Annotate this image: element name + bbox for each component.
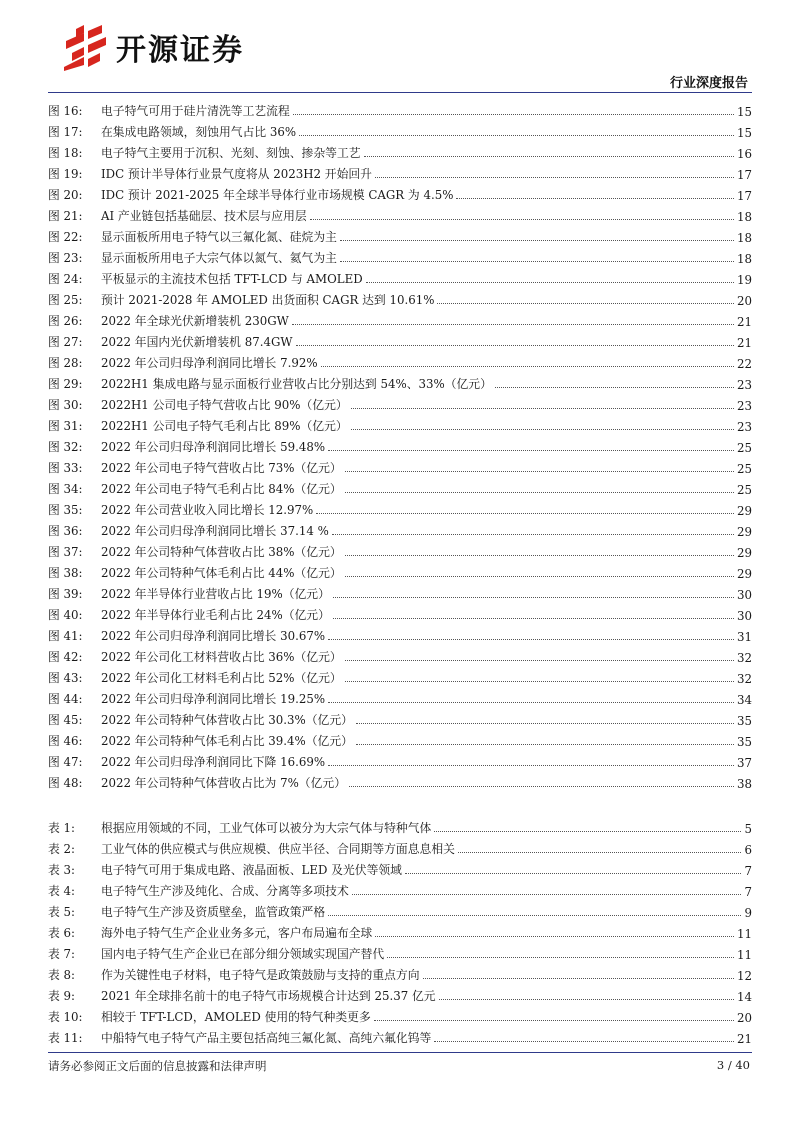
figure-list bbox=[48, 98, 752, 791]
entry-page-number: 25 bbox=[736, 441, 752, 455]
entry-label: 图 34: bbox=[48, 482, 83, 496]
figure-entry[interactable] bbox=[48, 392, 752, 413]
table-entry[interactable] bbox=[48, 899, 752, 920]
entry-title: 2022 年公司特种气体营收占比为 7%（亿元） bbox=[101, 776, 346, 790]
table-entry[interactable] bbox=[48, 962, 752, 983]
entry-page-number: 32 bbox=[736, 672, 752, 686]
entry-page-number: 17 bbox=[736, 189, 752, 203]
figure-entry[interactable] bbox=[48, 518, 752, 539]
entry-title: 2022H1 公司电子特气营收占比 90%（亿元） bbox=[101, 398, 348, 412]
entry-title: IDC 预计半导体行业景气度将从 2023H2 开始回升 bbox=[101, 167, 372, 181]
entry-page-number: 17 bbox=[736, 168, 752, 182]
entry-page-number: 38 bbox=[736, 777, 752, 791]
entry-label: 图 46: bbox=[48, 734, 83, 748]
dot-leader bbox=[495, 387, 734, 388]
dot-leader bbox=[434, 831, 741, 832]
table-entry[interactable] bbox=[48, 857, 752, 878]
dot-leader bbox=[310, 219, 734, 220]
dot-leader bbox=[345, 471, 734, 472]
entry-page-number: 29 bbox=[736, 525, 752, 539]
figure-entry[interactable] bbox=[48, 350, 752, 371]
entry-label: 图 45: bbox=[48, 713, 83, 727]
figure-entry[interactable] bbox=[48, 161, 752, 182]
figure-entry[interactable] bbox=[48, 707, 752, 728]
entry-label: 图 17: bbox=[48, 125, 83, 139]
entry-label: 图 27: bbox=[48, 335, 83, 349]
entry-title: 2022 年半导体行业营收占比 19%（亿元） bbox=[101, 587, 330, 601]
figure-entry[interactable] bbox=[48, 749, 752, 770]
brand-logo bbox=[62, 22, 244, 72]
dot-leader bbox=[345, 681, 734, 682]
entry-label: 图 39: bbox=[48, 587, 83, 601]
footer-disclaimer: 请务必参阅正文后面的信息披露和法律声明 bbox=[48, 1059, 267, 1073]
entry-title: 2022 年公司特种气体营收占比 30.3%（亿元） bbox=[101, 713, 353, 727]
entry-label: 表 3: bbox=[48, 863, 76, 877]
dot-leader bbox=[345, 576, 734, 577]
entry-page-number: 20 bbox=[736, 294, 752, 308]
entry-title: 2022 年公司化工材料营收占比 36%（亿元） bbox=[101, 650, 342, 664]
entry-page-number: 21 bbox=[736, 336, 752, 350]
entry-label: 表 5: bbox=[48, 905, 76, 919]
entry-title: 电子特气生产涉及纯化、合成、分离等多项技术 bbox=[101, 884, 349, 898]
dot-leader bbox=[374, 1020, 734, 1021]
entry-title: 2022 年公司归母净利润同比增长 37.14 % bbox=[101, 524, 329, 538]
entry-page-number: 15 bbox=[736, 126, 752, 140]
entry-label: 图 30: bbox=[48, 398, 83, 412]
dot-leader bbox=[333, 597, 734, 598]
entry-label: 图 21: bbox=[48, 209, 83, 223]
entry-page-number: 12 bbox=[736, 969, 752, 983]
entry-page-number: 5 bbox=[744, 822, 752, 836]
entry-page-number: 30 bbox=[736, 588, 752, 602]
dot-leader bbox=[349, 786, 734, 787]
figure-entry[interactable] bbox=[48, 203, 752, 224]
entry-label: 图 32: bbox=[48, 440, 83, 454]
entry-label: 图 16: bbox=[48, 104, 83, 118]
header-divider bbox=[48, 92, 752, 93]
dot-leader bbox=[375, 177, 734, 178]
entry-page-number: 7 bbox=[744, 885, 752, 899]
dot-leader bbox=[352, 894, 742, 895]
entry-title: 作为关键性电子材料，电子特气是政策鼓励与支持的重点方向 bbox=[101, 968, 420, 982]
entry-label: 表 4: bbox=[48, 884, 76, 898]
entry-label: 图 35: bbox=[48, 503, 83, 517]
entry-label: 图 29: bbox=[48, 377, 83, 391]
entry-label: 表 9: bbox=[48, 989, 76, 1003]
entry-title: 海外电子特气生产企业业务多元，客户布局遍布全球 bbox=[101, 926, 373, 940]
kaiyuan-logo-icon bbox=[62, 23, 110, 71]
figure-entry[interactable] bbox=[48, 686, 752, 707]
entry-title: 2022H1 公司电子特气毛利占比 89%（亿元） bbox=[101, 419, 348, 433]
figure-entry[interactable] bbox=[48, 140, 752, 161]
entry-label: 表 10: bbox=[48, 1010, 83, 1024]
entry-label: 图 44: bbox=[48, 692, 83, 706]
table-list bbox=[48, 815, 752, 1046]
entry-page-number: 30 bbox=[736, 609, 752, 623]
dot-leader bbox=[321, 366, 734, 367]
entry-page-number: 23 bbox=[736, 399, 752, 413]
table-entry[interactable] bbox=[48, 836, 752, 857]
entry-title: 根据应用领域的不同，工业气体可以被分为大宗气体与特种气体 bbox=[101, 821, 432, 835]
entry-title: 2022 年国内光伏新增装机 87.4GW bbox=[101, 335, 293, 349]
entry-label: 图 47: bbox=[48, 755, 83, 769]
entry-page-number: 34 bbox=[736, 693, 752, 707]
dot-leader bbox=[366, 282, 734, 283]
entry-title: IDC 预计 2021-2025 年全球半导体行业市场规模 CAGR 为 4.5% bbox=[101, 188, 454, 202]
entry-label: 图 37: bbox=[48, 545, 83, 559]
entry-title: 2022 年公司电子特气毛利占比 84%（亿元） bbox=[101, 482, 342, 496]
entry-label: 图 24: bbox=[48, 272, 83, 286]
entry-title: 电子特气生产涉及资质壁垒，监管政策严格 bbox=[101, 905, 326, 919]
dot-leader bbox=[437, 303, 734, 304]
figure-entry[interactable] bbox=[48, 476, 752, 497]
entry-page-number: 32 bbox=[736, 651, 752, 665]
dot-leader bbox=[345, 492, 734, 493]
entry-label: 表 2: bbox=[48, 842, 76, 856]
entry-title: 2022 年公司归母净利润同比增长 19.25% bbox=[101, 692, 326, 706]
figure-entry[interactable] bbox=[48, 728, 752, 749]
entry-label: 图 18: bbox=[48, 146, 83, 160]
entry-label: 图 36: bbox=[48, 524, 83, 538]
dot-leader bbox=[345, 660, 734, 661]
entry-title: 2022 年半导体行业毛利占比 24%（亿元） bbox=[101, 608, 330, 622]
dot-leader bbox=[351, 408, 734, 409]
figure-entry[interactable] bbox=[48, 665, 752, 686]
entry-label: 图 41: bbox=[48, 629, 83, 643]
entry-page-number: 35 bbox=[736, 735, 752, 749]
dot-leader bbox=[340, 240, 734, 241]
entry-page-number: 19 bbox=[736, 273, 752, 287]
entry-page-number: 9 bbox=[744, 906, 752, 920]
figure-entry[interactable] bbox=[48, 245, 752, 266]
entry-title: 工业气体的供应模式与供应规模、供应半径、合同期等方面息息相关 bbox=[101, 842, 455, 856]
table-entry[interactable] bbox=[48, 983, 752, 1004]
entry-page-number: 29 bbox=[736, 504, 752, 518]
figure-entry[interactable] bbox=[48, 602, 752, 623]
dot-leader bbox=[328, 702, 734, 703]
entry-label: 表 6: bbox=[48, 926, 76, 940]
table-entry[interactable] bbox=[48, 1004, 752, 1025]
figure-entry[interactable] bbox=[48, 497, 752, 518]
dot-leader bbox=[328, 450, 734, 451]
figure-entry[interactable] bbox=[48, 623, 752, 644]
entry-title: 中船特气电子特气产品主要包括高纯三氟化氮、高纯六氟化钨等 bbox=[101, 1031, 432, 1045]
entry-page-number: 29 bbox=[736, 546, 752, 560]
entry-page-number: 16 bbox=[736, 147, 752, 161]
entry-label: 图 20: bbox=[48, 188, 83, 202]
dot-leader bbox=[296, 345, 734, 346]
entry-label: 图 48: bbox=[48, 776, 83, 790]
entry-title: 2021 年全球排名前十的电子特气市场规模合计达到 25.37 亿元 bbox=[101, 989, 436, 1003]
dot-leader bbox=[316, 513, 734, 514]
entry-title: 在集成电路领域，刻蚀用气占比 36% bbox=[101, 125, 297, 139]
page-number: 3 / 40 bbox=[716, 1058, 750, 1072]
dot-leader bbox=[439, 999, 734, 1000]
entry-label: 图 43: bbox=[48, 671, 83, 685]
dot-leader bbox=[340, 261, 734, 262]
entry-title: 相较于 TFT-LCD，AMOLED 使用的特气种类更多 bbox=[101, 1010, 371, 1024]
entry-label: 图 33: bbox=[48, 461, 83, 475]
figure-entry[interactable] bbox=[48, 581, 752, 602]
entry-title: 2022 年公司特种气体毛利占比 44%（亿元） bbox=[101, 566, 342, 580]
entry-page-number: 11 bbox=[736, 927, 752, 941]
figure-entry[interactable] bbox=[48, 98, 752, 119]
entry-page-number: 25 bbox=[736, 483, 752, 497]
entry-title: AI 产业链包括基础层、技术层与应用层 bbox=[101, 209, 307, 223]
figure-entry[interactable] bbox=[48, 539, 752, 560]
entry-page-number: 23 bbox=[736, 420, 752, 434]
entry-title: 2022 年公司归母净利润同比下降 16.69% bbox=[101, 755, 326, 769]
entry-label: 表 11: bbox=[48, 1031, 83, 1045]
dot-leader bbox=[328, 639, 734, 640]
dot-leader bbox=[375, 936, 734, 937]
entry-title: 电子特气可用于集成电路、液晶面板、LED 及光伏等领域 bbox=[101, 863, 402, 877]
entry-label: 表 1: bbox=[48, 821, 76, 835]
entry-page-number: 21 bbox=[736, 315, 752, 329]
figure-entry[interactable] bbox=[48, 266, 752, 287]
dot-leader bbox=[333, 618, 734, 619]
figure-entry[interactable] bbox=[48, 224, 752, 245]
figure-entry[interactable] bbox=[48, 371, 752, 392]
entry-page-number: 25 bbox=[736, 462, 752, 476]
entry-page-number: 7 bbox=[744, 864, 752, 878]
dot-leader bbox=[423, 978, 734, 979]
table-entry[interactable] bbox=[48, 815, 752, 836]
figure-entry[interactable] bbox=[48, 770, 752, 791]
entry-page-number: 37 bbox=[736, 756, 752, 770]
table-entry[interactable] bbox=[48, 941, 752, 962]
dot-leader bbox=[356, 744, 734, 745]
entry-page-number: 18 bbox=[736, 252, 752, 266]
entry-page-number: 31 bbox=[736, 630, 752, 644]
entry-label: 图 31: bbox=[48, 419, 83, 433]
figure-entry[interactable] bbox=[48, 644, 752, 665]
entry-label: 图 22: bbox=[48, 230, 83, 244]
entry-page-number: 35 bbox=[736, 714, 752, 728]
figure-entry[interactable] bbox=[48, 455, 752, 476]
dot-leader bbox=[456, 198, 734, 199]
entry-page-number: 18 bbox=[736, 231, 752, 245]
dot-leader bbox=[292, 324, 734, 325]
dot-leader bbox=[405, 873, 742, 874]
dot-leader bbox=[328, 765, 734, 766]
entry-title: 电子特气可用于硅片清洗等工艺流程 bbox=[101, 104, 290, 118]
dot-leader bbox=[356, 723, 734, 724]
figure-entry[interactable] bbox=[48, 182, 752, 203]
figure-entry[interactable] bbox=[48, 287, 752, 308]
figure-entry[interactable] bbox=[48, 560, 752, 581]
entry-title: 2022H1 集成电路与显示面板行业营收占比分别达到 54%、33%（亿元） bbox=[101, 377, 492, 391]
entry-title: 2022 年全球光伏新增装机 230GW bbox=[101, 314, 289, 328]
entry-title: 显示面板所用电子特气以三氟化氮、硅烷为主 bbox=[101, 230, 337, 244]
entry-label: 图 19: bbox=[48, 167, 83, 181]
entry-page-number: 20 bbox=[736, 1011, 752, 1025]
brand-name: 开源证券 bbox=[116, 33, 244, 68]
entry-label: 表 8: bbox=[48, 968, 76, 982]
dot-leader bbox=[328, 915, 741, 916]
entry-title: 2022 年公司特种气体毛利占比 39.4%（亿元） bbox=[101, 734, 353, 748]
dot-leader bbox=[434, 1041, 734, 1042]
entry-title: 平板显示的主流技术包括 TFT-LCD 与 AMOLED bbox=[101, 272, 363, 286]
entry-title: 国内电子特气生产企业已在部分细分领域实现国产替代 bbox=[101, 947, 385, 961]
entry-title: 2022 年公司化工材料毛利占比 52%（亿元） bbox=[101, 671, 342, 685]
entry-page-number: 6 bbox=[744, 843, 752, 857]
entry-label: 图 25: bbox=[48, 293, 83, 307]
entry-page-number: 21 bbox=[736, 1032, 752, 1046]
entry-label: 图 26: bbox=[48, 314, 83, 328]
dot-leader bbox=[387, 957, 734, 958]
figure-entry[interactable] bbox=[48, 308, 752, 329]
table-entry[interactable] bbox=[48, 920, 752, 941]
figure-entry[interactable] bbox=[48, 434, 752, 455]
entry-label: 图 28: bbox=[48, 356, 83, 370]
entry-label: 图 40: bbox=[48, 608, 83, 622]
entry-page-number: 22 bbox=[736, 357, 752, 371]
report-type-label: 行业深度报告 bbox=[669, 76, 748, 91]
dot-leader bbox=[299, 135, 734, 136]
entry-title: 2022 年公司电子特气营收占比 73%（亿元） bbox=[101, 461, 342, 475]
entry-page-number: 23 bbox=[736, 378, 752, 392]
table-entry[interactable] bbox=[48, 1025, 752, 1046]
entry-label: 图 42: bbox=[48, 650, 83, 664]
entry-page-number: 29 bbox=[736, 567, 752, 581]
entry-title: 2022 年公司归母净利润同比增长 59.48% bbox=[101, 440, 326, 454]
entry-title: 显示面板所用电子大宗气体以氮气、氦气为主 bbox=[101, 251, 337, 265]
entry-title: 2022 年公司归母净利润同比增长 30.67% bbox=[101, 629, 326, 643]
entry-label: 图 38: bbox=[48, 566, 83, 580]
dot-leader bbox=[345, 555, 734, 556]
dot-leader bbox=[293, 114, 734, 115]
table-entry[interactable] bbox=[48, 878, 752, 899]
footer-divider bbox=[48, 1052, 752, 1053]
entry-page-number: 15 bbox=[736, 105, 752, 119]
entry-title: 预计 2021-2028 年 AMOLED 出货面积 CAGR 达到 10.61% bbox=[101, 293, 435, 307]
dot-leader bbox=[332, 534, 734, 535]
entry-label: 图 23: bbox=[48, 251, 83, 265]
figure-entry[interactable] bbox=[48, 413, 752, 434]
entry-page-number: 18 bbox=[736, 210, 752, 224]
dot-leader bbox=[364, 156, 734, 157]
entry-title: 2022 年公司归母净利润同比增长 7.92% bbox=[101, 356, 318, 370]
figure-entry[interactable] bbox=[48, 119, 752, 140]
entry-title: 2022 年公司特种气体营收占比 38%（亿元） bbox=[101, 545, 342, 559]
entry-label: 表 7: bbox=[48, 947, 76, 961]
entry-page-number: 14 bbox=[736, 990, 752, 1004]
entry-title: 电子特气主要用于沉积、光刻、刻蚀、掺杂等工艺 bbox=[101, 146, 361, 160]
entry-page-number: 11 bbox=[736, 948, 752, 962]
entry-title: 2022 年公司营业收入同比增长 12.97% bbox=[101, 503, 314, 517]
dot-leader bbox=[351, 429, 734, 430]
figure-entry[interactable] bbox=[48, 329, 752, 350]
dot-leader bbox=[458, 852, 742, 853]
